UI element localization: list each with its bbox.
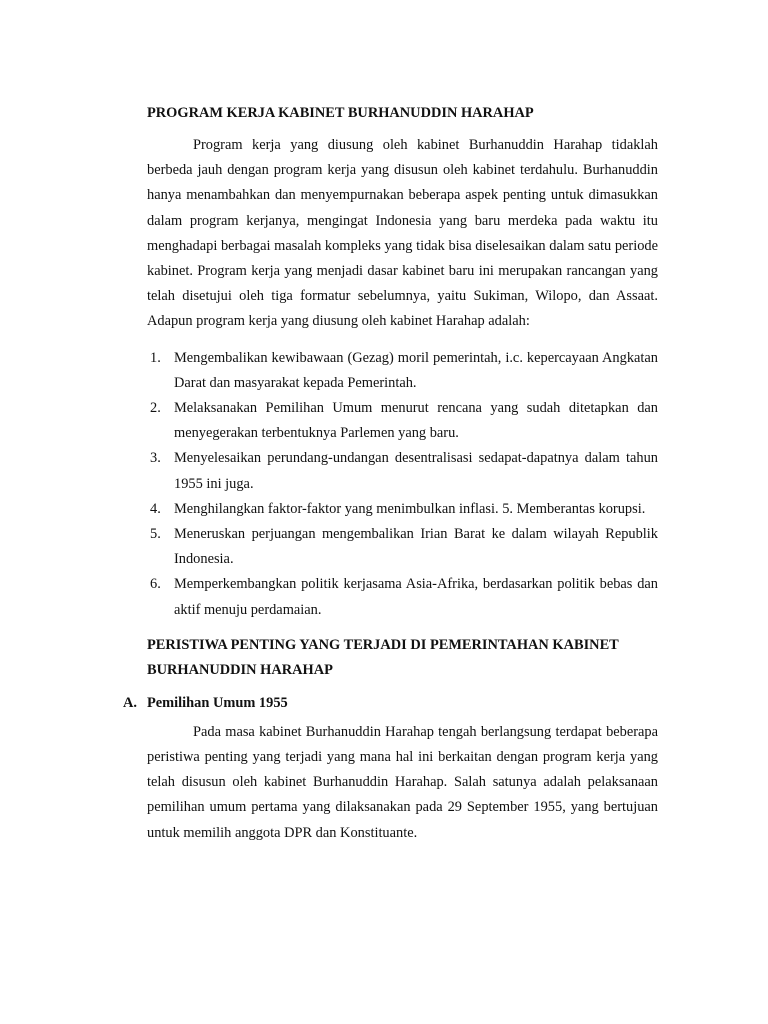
subheading-title: Pemilihan Umum 1955 xyxy=(147,694,288,711)
list-number: 6. xyxy=(150,576,161,593)
list-number: 5. xyxy=(150,526,161,543)
heading-peristiwa-penting: PERISTIWA PENTING YANG TERJADI DI PEMERINTAHAN KABINET BURHANUDDIN HARAHAP xyxy=(147,636,619,678)
list-item xyxy=(147,497,658,522)
document-content xyxy=(123,101,658,846)
list-text: Meneruskan perjuangan mengembalikan Irian Barat ke dalam wilayah Republik Indonesia. xyxy=(174,526,658,568)
subheading-pemilu xyxy=(123,691,658,716)
heading-program-kerja: PROGRAM KERJA KABINET BURHANUDDIN HARAHAP xyxy=(147,105,534,121)
list-text: Menyelesaikan perundang-undangan desentralisasi sedapat-dapatnya dalam tahun 1955 ini juga. xyxy=(174,450,658,492)
program-list xyxy=(147,346,658,623)
list-text: Melaksanakan Pemilihan Umum menurut rencana yang sudah ditetapkan dan menyegerakan terbentuknya Parlemen yang baru. xyxy=(174,400,658,442)
list-item xyxy=(147,396,658,446)
list-item xyxy=(147,346,658,396)
list-number: 3. xyxy=(150,450,161,467)
list-item xyxy=(147,446,658,496)
list-number: 2. xyxy=(150,400,161,417)
subheading-letter: A. xyxy=(123,694,137,711)
list-text: Menghilangkan faktor-faktor yang menimbulkan inflasi. 5. Memberantas korupsi. xyxy=(174,500,646,517)
paragraph-intro: Program kerja yang diusung oleh kabinet Burhanuddin Harahap tidaklah berbeda jauh dengan program kerja yang disusun oleh kabinet terdahulu. Burhanuddin hanya menambahkan dan menyempurnakan beberapa aspek penting untuk dimasukkan dalam program kerjanya, mengingat Indonesia yang baru merdeka pada waktu itu menghadapi berbagai masalah kompleks yang tidak bisa diselesaikan dalam satu periode kabinet. Program kerja yang menjadi dasar kabinet baru ini merupakan rancangan yang telah disetujui oleh tiga formatur sebelumnya, yaitu Sukiman, Wilopo, dan Assaat. Adapun program kerja yang diusung oleh kabinet Harahap adalah: xyxy=(147,137,658,330)
list-text: Memperkembangkan politik kerjasama Asia-Afrika, berdasarkan politik bebas dan aktif menuju perdamaian. xyxy=(174,576,658,618)
list-text: Mengembalikan kewibawaan (Gezag) moril pemerintah, i.c. kepercayaan Angkatan Darat dan masyarakat kepada Pemerintah. xyxy=(174,349,658,391)
list-number: 4. xyxy=(150,500,161,517)
list-number: 1. xyxy=(150,349,161,366)
list-item xyxy=(147,522,658,572)
list-item xyxy=(147,572,658,622)
paragraph-pemilu: Pada masa kabinet Burhanuddin Harahap tengah berlangsung terdapat beberapa peristiwa penting yang terjadi yang mana hal ini berkaitan dengan program kerja yang telah disusun oleh kabinet Burhanuddin Harahap. Salah satunya adalah pelaksanaan pemilihan umum pertama yang dilaksanakan pada 29 September 1955, yang bertujuan untuk memilih anggota DPR dan Konstituante. xyxy=(147,723,658,841)
